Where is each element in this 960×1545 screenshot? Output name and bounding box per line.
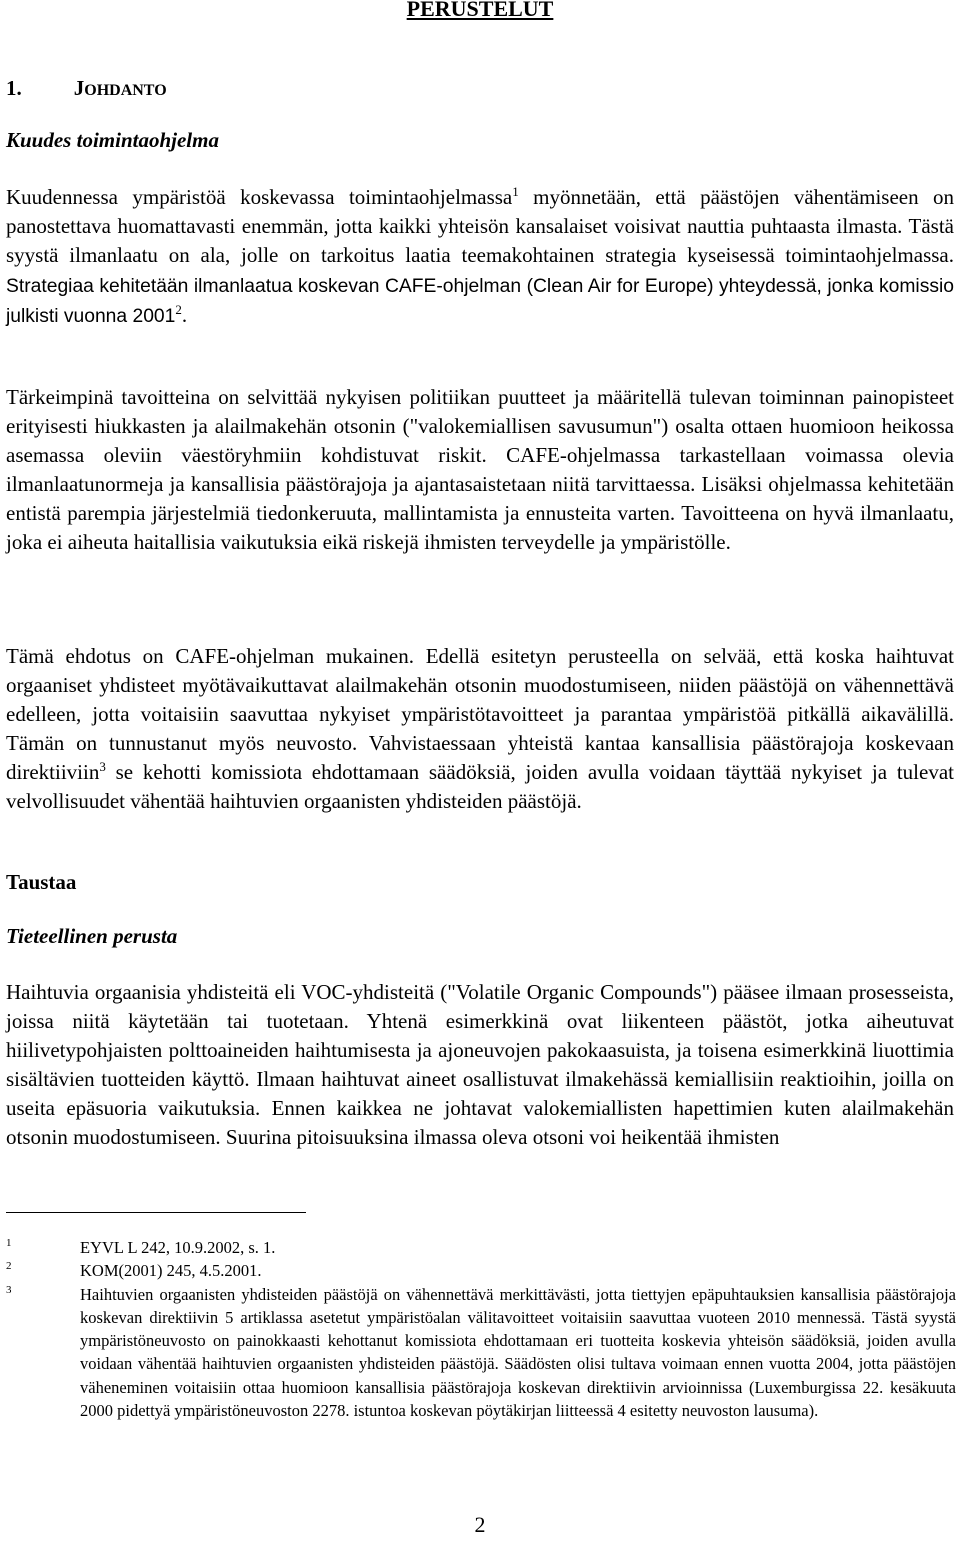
paragraph-proposal: Tämä ehdotus on CAFE-ohjelman mukainen. Edellä esitetyn perusteella on selvää, että koska haihtuvat orgaaniset yhdisteet myötävaikuttavat alailmakehän otsonin muodostumiseen, niiden päästöjä on vähennettävä edelleen, jotta voitaisiin saavuttaa nykyiset ympäristötavoitteet ja parantaa ympäristöä pitkällä aikavälillä. Tämän on tunnustanut myös neuvosto. Vahvistaessaan yhteistä kantaa kansallisia päästörajoja koskevaan direktiiviin$^3$ se kehotti komissiota ehdottamaan säädöksiä, joiden avulla voidaan täyttää nykyiset ja tulevat velvollisuudet vähentää haihtuvien orgaanisten yhdisteiden päästöjä.: [6, 644, 954, 813]
page-number: 2: [474, 1512, 486, 1537]
paragraph-scientific-basis: Haihtuvia orgaanisia yhdisteitä eli VOC-yhdisteitä ("Volatile Organic Compounds") pääsee ilmaan prosesseista, joissa niitä käytetään tai tuotetaan. Yhtenä esimerkkinä ovat liikenteen päästöt, jotka aiheutuvat hiilivetypohjaisten polttoaineiden haihtumisesta ja ajoneuvojen pakokaasuista, ja toisena esimerkkinä liuottimia sisältävien tuotteiden käyttö. Ilmaan haihtuvat aineet osallistuvat ilmakehässä kemiallisiin reaktioihin, joilla on useita epäsuoria vaikutuksia. Ennen kaikkea ne johtavat valokemiallisten hapettimien kuten alailmakehän otsonin muodostumiseen. Suurina pitoisuuksina ilmassa oleva otsoni voi heikentää ihmisten: [6, 980, 954, 1149]
footnote-ref-3: 3: [99, 759, 106, 774]
footnote-divider: [6, 1212, 306, 1213]
footnote-text: EYVL L 242, 10.9.2002, s. 1.: [80, 1238, 276, 1257]
section-number: 1.: [6, 76, 22, 100]
footnote-ref-2: 2: [175, 302, 182, 317]
subheading-scientific-basis: Tieteellinen perusta: [6, 924, 178, 948]
footnote-text: KOM(2001) 245, 4.5.2001.: [80, 1261, 262, 1281]
footnotes: [6, 1236, 956, 1422]
footnote-number: 3: [6, 1283, 12, 1296]
footnote-item: [6, 1236, 956, 1259]
footnote-number: 1: [6, 1237, 12, 1249]
footnote-number: 2: [6, 1260, 12, 1273]
section-heading-rest: OHDANTO: [84, 82, 167, 99]
footnote-item: [6, 1259, 956, 1282]
section-heading: [6, 76, 167, 101]
paragraph-sixth-programme: Kuudennessa ympäristöä koskevassa toimintaohjelmassa$^1$ myönnetään, että päästöjen vähentämiseen on panostettava huomattavasti enemmän, jotta kaikki yhteisön kansalaiset voisivat nauttia puhtaasta ilmasta. Tästä syystä ilmanlaatu on ala, jolle on tarkoitus laatia teemakohtainen strategia kyseisessä toimintaohjelmassa. Strategiaa kehitetään ilmanlaatua koskevan CAFE-ohjelman (Clean Air for Europe) yhteydessä, jonka komissio julkisti vuonna 2001$^2$.: [6, 184, 954, 327]
section-heading-initial: J: [73, 76, 85, 100]
footnote-ref-1: 1: [512, 184, 519, 199]
footnote-text: Haihtuvien orgaanisten yhdisteiden päästöjä on vähennettävä merkittävästi, jotta tiettyjen epäpuhtauksien kansallisia päästörajoja koskevan direktiivin 5 artiklassa asetetut ympäristöalan välitavoitteet voitaisiin saavuttaa vuoteen 2010 mennessä. Tästä syystä ympäristöneuvosto on painokkaasti kehottanut komissiota ehdottamaan eri tuotteita koskevia yhteisön säädöksiä, joiden avulla voidaan vähentää haihtuvien orgaanisten yhdisteiden päästöjä. Säädösten olisi tultava voimaan ennen vuotta 2004, jotta päästöjen väheneminen voitaisiin ottaa huomioon kansallisia päästörajoja koskevan direktiivin arvioinnissa (Luxemburgissa 22. kesäkuuta 2000 pidettyä ympäristöneuvoston 2278. istuntoa koskevan pöytäkirjan liitteessä 4 esitetty neuvoston lausuma).: [80, 1284, 956, 1421]
subheading-sixth-programme: Kuudes toimintaohjelma: [6, 128, 219, 152]
document-title: PERUSTELUT: [406, 0, 554, 21]
paragraph-objectives: Tärkeimpinä tavoitteina on selvittää nykyisen politiikan puutteet ja määritellä tulevan toiminnan painopisteet erityisesti hiukkasten ja alailmakehän otsonin ("valokemiallisen savusumun") osalta ottaen huomioon heikossa asemassa oleviin väestöryhmiin kohdistuvat riskit. CAFE-ohjelmassa tarkastellaan voimassa olevia ilmanlaatunormeja ja kansallisia päästörajoja ja ajantasaistetaan niitä tarvittaessa. Lisäksi ohjelmassa kehitetään entistä parempia järjestelmiä tiedonkeruuta, mallintamista ja ennusteita varten. Tavoitteena on hyvä ilmanlaatu, joka ei aiheuta haitallisia vaikutuksia eikä riskejä ihmisten terveydelle ja ympäristölle.: [6, 385, 954, 554]
footnote-item: [6, 1283, 956, 1423]
heading-background: Taustaa: [6, 870, 77, 894]
